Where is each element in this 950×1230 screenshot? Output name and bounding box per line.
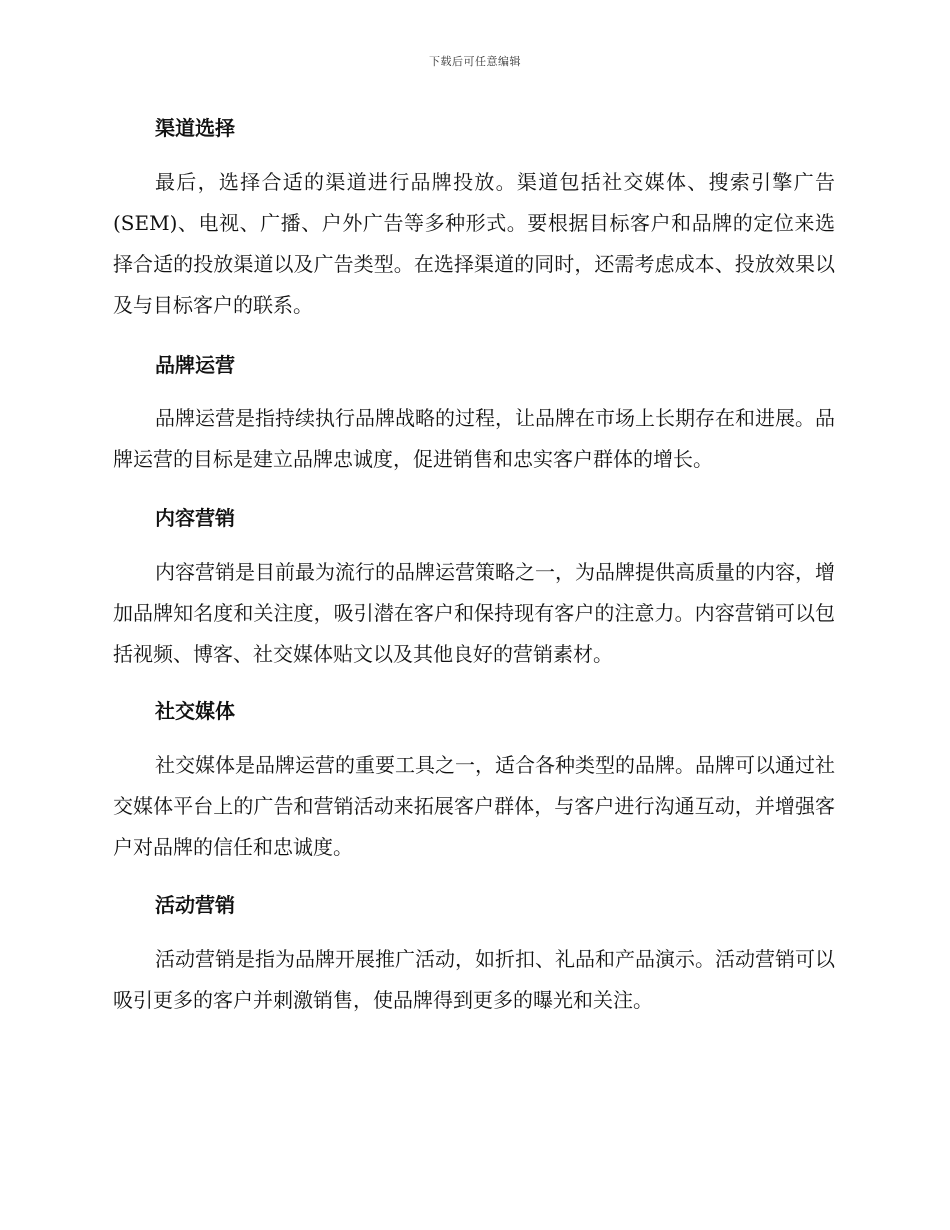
section-heading-social-media: 社交媒体 <box>155 699 235 723</box>
section-heading-event-marketing: 活动营销 <box>155 893 235 917</box>
section-paragraph-content-marketing: 内容营销是目前最为流行的品牌运营策略之一，为品牌提供高质量的内容，增加品牌知名度和关注度，吸引潜在客户和保持现有客户的注意力。内容营销可以包括视频、博客、社交媒体贴文以及其他良好的营销素材。 <box>113 560 835 666</box>
section-paragraph-social-media: 社交媒体是品牌运营的重要工具之一，适合各种类型的品牌。品牌可以通过社交媒体平台上的广告和营销活动来拓展客户群体，与客户进行沟通互动，并增强客户对品牌的信任和忠诚度。 <box>113 753 835 859</box>
section-heading-channel-selection: 渠道选择 <box>155 116 235 140</box>
section-heading-content-marketing: 内容营销 <box>155 506 235 530</box>
section-heading-brand-operation: 品牌运营 <box>155 353 235 377</box>
section-paragraph-event-marketing: 活动营销是指为品牌开展推广活动，如折扣、礼品和产品演示。活动营销可以吸引更多的客户并刺激销售，使品牌得到更多的曝光和关注。 <box>113 947 835 1012</box>
page-header: 下载后可任意编辑 <box>429 55 521 68</box>
section-paragraph-channel-selection: 最后，选择合适的渠道进行品牌投放。渠道包括社交媒体、搜索引擎广告(SEM)、电视、广播、户外广告等多种形式。要根据目标客户和品牌的定位来选择合适的投放渠道以及广告类型。在选择渠道的同时，还需考虑成本、投放效果以及与目标客户的联系。 <box>113 170 835 317</box>
section-paragraph-brand-operation: 品牌运营是指持续执行品牌战略的过程，让品牌在市场上长期存在和进展。品牌运营的目标是建立品牌忠诚度，促进销售和忠实客户群体的增长。 <box>113 406 835 471</box>
